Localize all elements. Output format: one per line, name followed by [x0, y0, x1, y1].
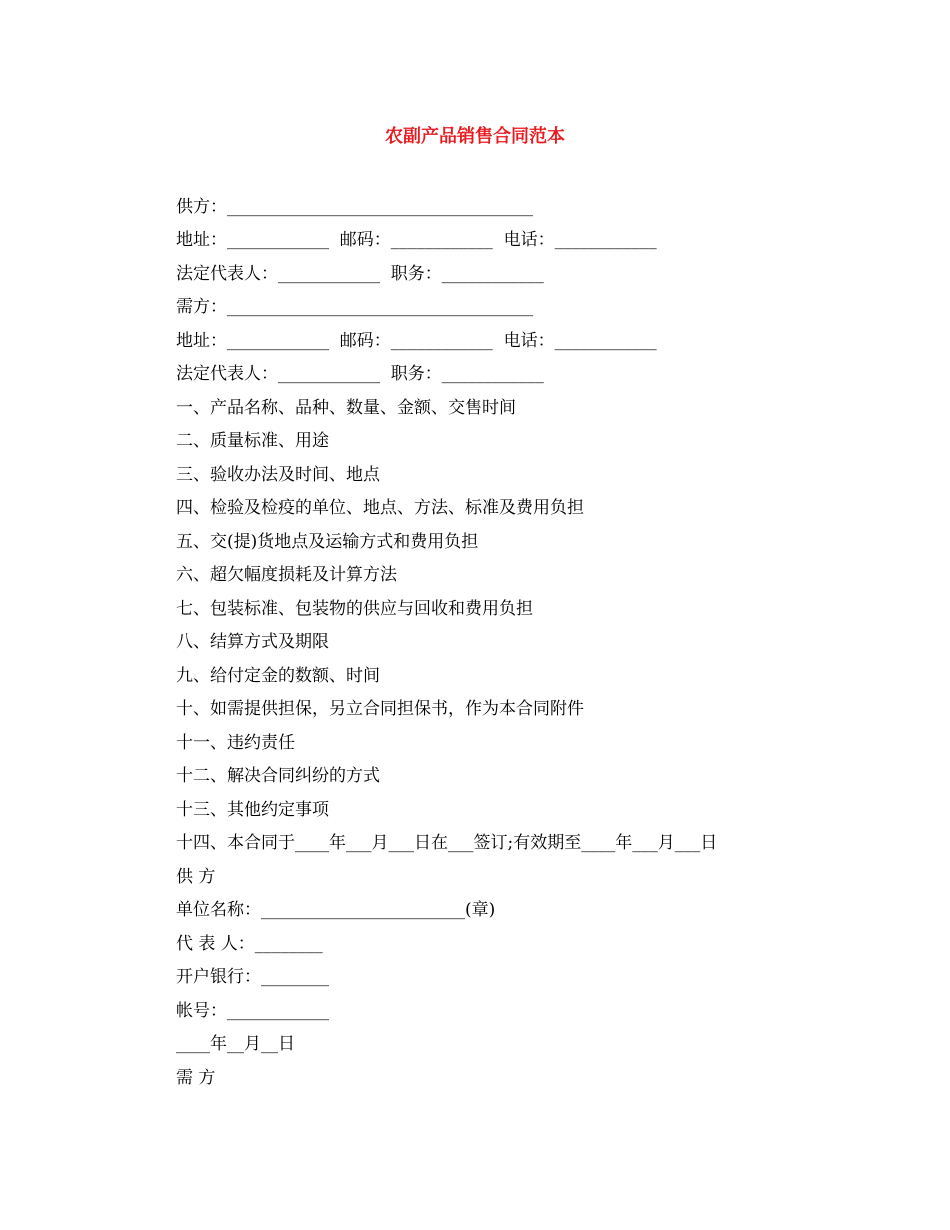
buyer-name-line: 需方：____________________________________ [176, 297, 533, 317]
supplier-signatory-line: 代 表 人：________ [176, 934, 323, 954]
clause-13: 十三、其他约定事项 [176, 800, 329, 820]
document-title: 农副产品销售合同范本 [385, 126, 565, 147]
clause-6: 六、超欠幅度损耗及计算方法 [176, 565, 397, 585]
clause-2: 二、质量标准、用途 [176, 431, 329, 451]
supplier-name-line: 供方：____________________________________ [176, 197, 533, 217]
clause-5: 五、交(提)货地点及运输方式和费用负担 [176, 532, 479, 552]
supplier-bank-line: 开户银行：________ [176, 967, 329, 987]
buyer-address-line: 地址：____________ 邮码：____________ 电话：____________ [176, 331, 657, 351]
supplier-date-line: ____年__月__日 [176, 1034, 295, 1054]
clause-10: 十、如需提供担保，另立合同担保书，作为本合同附件 [176, 699, 584, 719]
clause-3: 三、验收办法及时间、地点 [176, 465, 380, 485]
supplier-unit-name-line: 单位名称：________________________(章) [176, 900, 496, 920]
clause-12: 十二、解决合同纠纷的方式 [176, 766, 380, 786]
buyer-signature-heading: 需 方 [176, 1068, 216, 1088]
clause-1: 一、产品名称、品种、数量、金额、交售时间 [176, 398, 516, 418]
clause-11: 十一、违约责任 [176, 733, 295, 753]
clause-4: 四、检验及检疫的单位、地点、方法、标准及费用负担 [176, 498, 584, 518]
supplier-account-line: 帐号：____________ [176, 1001, 329, 1021]
clause-9: 九、给付定金的数额、时间 [176, 666, 380, 686]
buyer-representative-line: 法定代表人：____________ 职务：____________ [176, 364, 544, 384]
clause-8: 八、结算方式及期限 [176, 632, 329, 652]
clause-7: 七、包装标准、包装物的供应与回收和费用负担 [176, 599, 533, 619]
supplier-representative-line: 法定代表人：____________ 职务：____________ [176, 264, 544, 284]
supplier-signature-heading: 供 方 [176, 867, 216, 887]
supplier-address-line: 地址：____________ 邮码：____________ 电话：____________ [176, 230, 657, 250]
clause-14: 十四、本合同于____年___月___日在___签订;有效期至____年___月___日 [176, 833, 718, 853]
